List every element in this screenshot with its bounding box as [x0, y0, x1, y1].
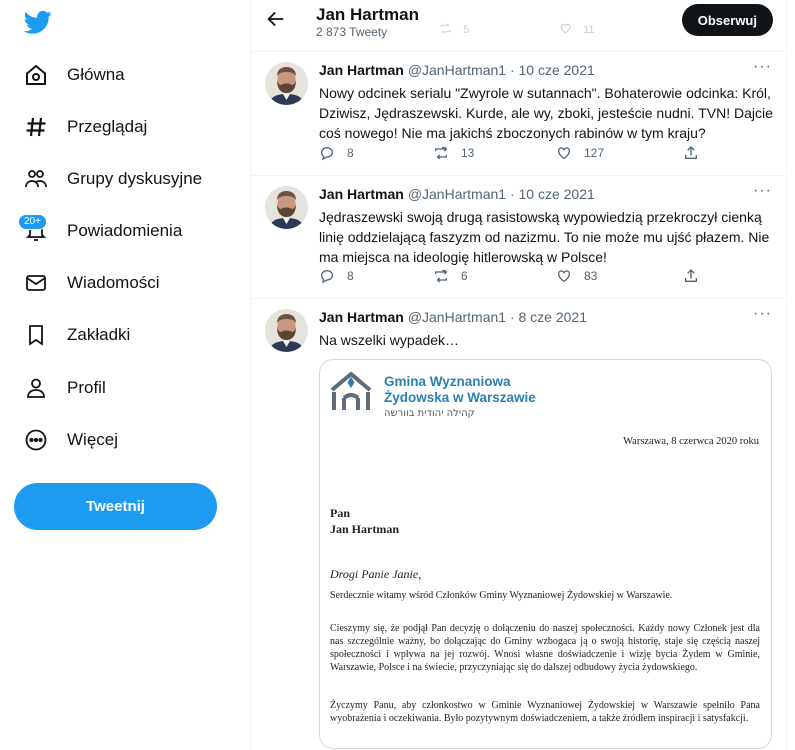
retweet-count: 13 — [461, 146, 475, 160]
organization-name — [384, 374, 536, 406]
ghost-retweet-count — [439, 22, 469, 36]
tweet[interactable] — [251, 299, 787, 750]
nav-bookmarks[interactable] — [22, 317, 130, 353]
letter-greeting: Drogi Panie Janie, — [330, 567, 422, 581]
tweet-text: Nowy odcinek serialu "Zwyrole w sutannach". Bohaterowie odcinka: Król, Dziwisz, Jędraszewski. Kurde, ale wy, zboki, jesteście nudni. TVN! Dajcie coś nowego! Nie ma jakichś zboczonych rabinów w tym kraju? — [319, 85, 773, 141]
nav-profile[interactable] — [22, 370, 106, 406]
tweet[interactable] — [251, 176, 787, 299]
tweet-count: 2 873 Tweety — [316, 25, 388, 39]
nav-label: Profil — [67, 378, 106, 397]
author-name[interactable]: Jan Hartman — [319, 309, 404, 325]
share-icon — [683, 145, 699, 161]
nav-label: Przeglądaj — [67, 117, 148, 136]
nav-notifications[interactable] — [22, 213, 182, 249]
share-button[interactable] — [683, 268, 699, 284]
more-options-icon[interactable]: ··· — [753, 58, 772, 75]
back-arrow-icon[interactable] — [265, 8, 287, 30]
share-icon — [683, 268, 699, 284]
tweet-actions — [319, 268, 759, 288]
hashtag-icon — [22, 113, 50, 141]
more-options-icon[interactable]: ··· — [753, 305, 772, 322]
recipient-line2: Jan Hartman — [330, 522, 399, 536]
nav-home[interactable] — [22, 57, 125, 93]
nav-messages[interactable] — [22, 265, 160, 301]
heart-icon — [556, 145, 572, 161]
avatar-image — [265, 309, 308, 352]
nav-label: Zakładki — [67, 325, 131, 344]
like-count: 83 — [584, 269, 598, 283]
avatar[interactable] — [265, 186, 308, 229]
heart-icon — [556, 268, 572, 284]
letter-paragraph: Serdecznie witamy wśród Członków Gminy Wyznaniowej Żydowskiej w Warszawie. — [330, 590, 673, 601]
organization-name-line1: Gmina Wyznaniowa — [384, 374, 511, 389]
nav-label: Powiadomienia — [67, 221, 183, 240]
bookmark-icon — [22, 321, 50, 349]
tweet-header — [319, 62, 595, 78]
retweet-button[interactable] — [433, 268, 468, 284]
reply-icon — [319, 268, 335, 284]
retweet-icon — [433, 145, 449, 161]
reply-count: 8 — [347, 269, 354, 283]
reply-button[interactable] — [319, 268, 354, 284]
nav-label: Główna — [67, 65, 125, 84]
notifications-badge: 20+ — [18, 214, 47, 230]
like-button[interactable] — [556, 145, 604, 161]
share-button[interactable] — [683, 145, 699, 161]
nav-label: Wiadomości — [67, 273, 160, 292]
tweet-header — [319, 309, 587, 325]
nav-more[interactable] — [22, 422, 118, 458]
recipient-line1: Pan — [330, 506, 351, 520]
avatar-image — [265, 186, 308, 229]
retweet-icon — [439, 22, 452, 35]
author-handle-date[interactable]: @JanHartman1 · 8 cze 2021 — [407, 309, 588, 325]
tweet-header — [319, 186, 595, 202]
ghost-retweet-value: 5 — [463, 24, 470, 36]
letter-paragraph: Życzymy Panu, aby członkostwo w Gminie Wyznaniowej Żydowskiej w Warszawie spełniło Pana wyobrażenia i oczekiwania. Było pozytywnym doświadczeniem, a także źródłem inspiracji i satysfakcji. — [330, 700, 760, 724]
communities-icon — [22, 165, 50, 193]
like-count: 127 — [584, 146, 605, 160]
like-button[interactable] — [556, 268, 597, 284]
reply-count: 8 — [347, 146, 354, 160]
heart-icon — [559, 22, 572, 35]
letter-recipient — [330, 505, 399, 537]
author-name[interactable]: Jan Hartman — [319, 186, 404, 202]
letter-date: Warszawa, 8 czerwca 2020 roku — [623, 436, 759, 447]
organization-name-hebrew: קהילה יהודית בוורשה — [384, 408, 475, 419]
profile-header — [251, 0, 787, 52]
author-name[interactable]: Jan Hartman — [319, 62, 404, 78]
avatar[interactable] — [265, 309, 308, 352]
avatar[interactable] — [265, 62, 308, 105]
person-icon — [22, 374, 50, 402]
ghost-like-value: 11 — [583, 24, 595, 36]
mail-icon — [22, 269, 50, 297]
tweet-text: Jędraszewski swoją drugą rasistowską wypowiedzią przekroczył cienką linię oddzielającą faszyzm od nazizmu. To nie może mu ujść płazem. Nie ma miejsca na ideologię hitlerowską w Polsce! — [319, 209, 770, 265]
retweet-icon — [433, 268, 449, 284]
author-handle-date[interactable]: @JanHartman1 · 10 cze 2021 — [407, 62, 595, 78]
tweet-button[interactable]: Tweetnij — [14, 483, 217, 530]
community-logo-icon — [328, 368, 374, 416]
avatar-image — [265, 62, 308, 105]
tweet[interactable] — [251, 52, 787, 176]
nav-explore[interactable] — [22, 109, 147, 145]
more-options-icon[interactable]: ··· — [753, 182, 772, 199]
sidebar — [0, 0, 250, 750]
letter-paragraph: Cieszymy się, że podjął Pan decyzję o dołączeniu do naszej społeczności. Każdy nowy Członek jest dla nas szczególnie ważny, bo dołączając do Gminy wzbogaca ją o swoją historię, staje się częścią naszej społeczności i wpływa na jej rozwój. Wnosi własne doświadczenie i wizję bycia Żydem w Gminie, Warszawie, Polsce i na świecie, przyczyniając się do dalszej odbudowy życia żydowskiego. — [330, 623, 760, 673]
retweet-count: 6 — [461, 269, 468, 283]
organization-name-line2: Żydowska w Warszawie — [384, 390, 536, 405]
bell-icon — [22, 217, 50, 245]
retweet-button[interactable] — [433, 145, 474, 161]
author-handle-date[interactable]: @JanHartman1 · 10 cze 2021 — [407, 186, 595, 202]
reply-button[interactable] — [319, 145, 354, 161]
follow-button[interactable]: Obserwuj — [682, 4, 773, 36]
timeline-column — [250, 0, 787, 750]
attached-letter-image[interactable] — [319, 359, 772, 749]
twitter-logo-icon[interactable] — [24, 8, 52, 36]
tweet-text: Na wszelki wypadek… — [319, 332, 460, 348]
nav-communities[interactable] — [22, 161, 202, 197]
tweet-actions — [319, 145, 759, 165]
nav-label: Grupy dyskusyjne — [67, 169, 203, 188]
more-circle-icon — [22, 426, 50, 454]
nav-label: Więcej — [67, 430, 119, 449]
profile-name: Jan Hartman — [316, 5, 419, 24]
ghost-like-count — [559, 22, 594, 36]
home-icon — [22, 61, 50, 89]
reply-icon — [319, 145, 335, 161]
